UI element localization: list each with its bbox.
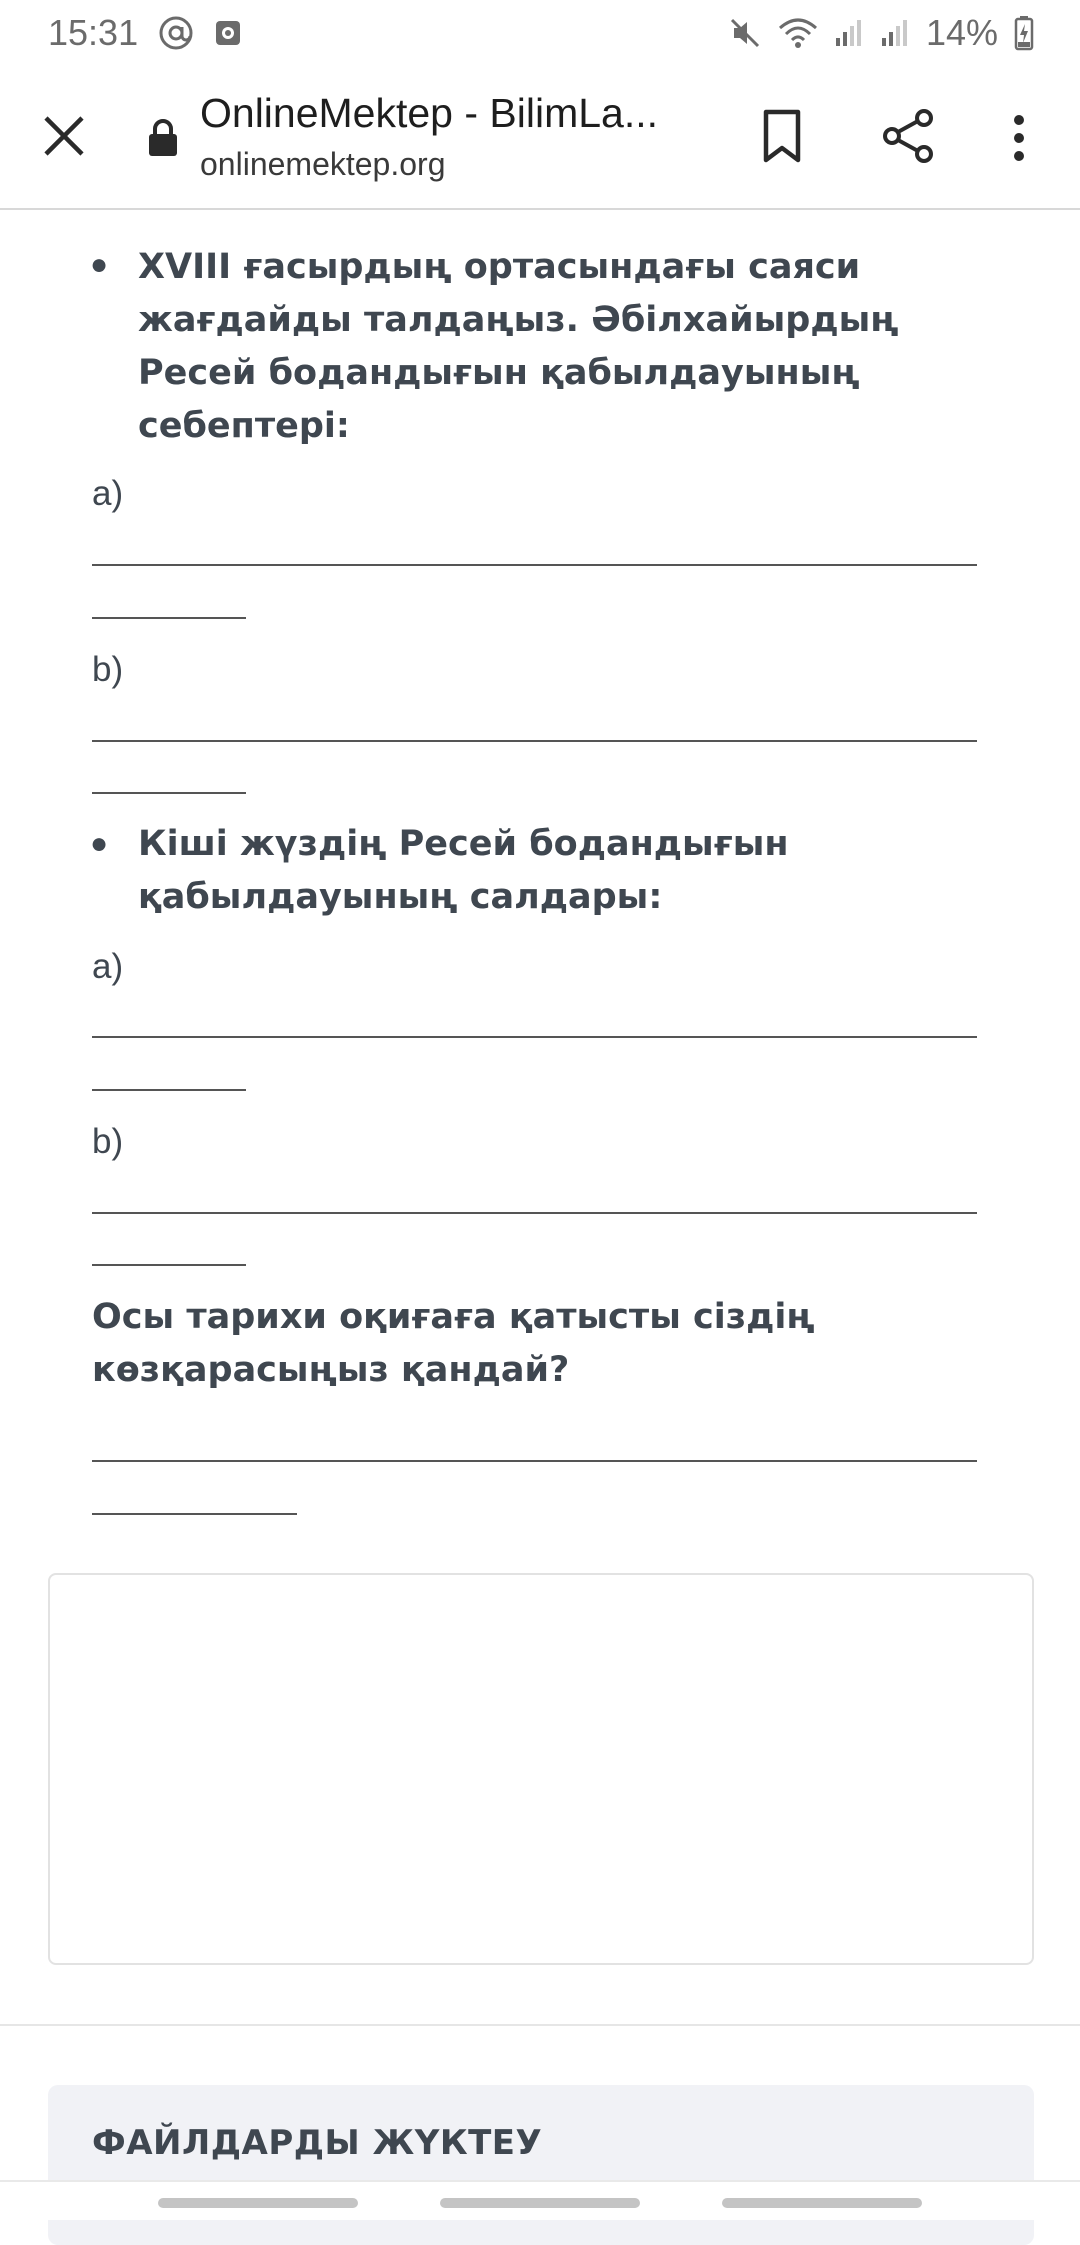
nav-segment	[158, 2198, 358, 2208]
share-icon[interactable]	[880, 106, 936, 166]
wifi-icon	[778, 16, 818, 50]
nav-segment	[722, 2198, 922, 2208]
answer-line	[92, 1089, 246, 1091]
bullet-icon: ●	[90, 827, 109, 860]
option-label: b)	[92, 650, 124, 689]
page-title[interactable]: OnlineMektep - BilimLa...	[200, 90, 659, 136]
browser-toolbar	[0, 66, 1080, 210]
question-text: Кіші жүздің Ресей бодандығын қабылдауының салдары:	[138, 824, 789, 917]
file-upload-panel[interactable]	[48, 2085, 1034, 2245]
option-label: a)	[92, 474, 124, 513]
battery-charging-icon	[1014, 15, 1034, 51]
notification-icon	[214, 19, 242, 47]
final-question-text: Осы тарихи оқиғаға қатысты сіздің көзқарасыңыз қандай?	[92, 1297, 815, 1390]
nav-segment	[440, 2198, 640, 2208]
answer-line	[92, 740, 977, 742]
page-url[interactable]: onlinemektep.org	[200, 146, 446, 182]
section-divider	[0, 2024, 1080, 2026]
answer-line	[92, 617, 246, 619]
close-icon[interactable]	[38, 110, 90, 162]
answer-line	[92, 792, 246, 794]
upload-title: ФАЙЛДАРДЫ ЖҮКТЕУ	[92, 2123, 543, 2163]
status-bar	[0, 0, 1080, 66]
bookmark-icon[interactable]	[760, 106, 804, 166]
answer-line	[92, 1264, 246, 1266]
signal-icon	[880, 18, 910, 48]
bullet-icon: ●	[90, 248, 109, 281]
mute-icon	[728, 16, 762, 50]
answer-line	[92, 1513, 297, 1515]
battery-percent: 14%	[925, 12, 998, 53]
lock-icon	[146, 118, 180, 158]
signal-icon	[834, 18, 864, 48]
more-vert-icon[interactable]	[1004, 108, 1034, 168]
at-icon	[158, 15, 194, 51]
answer-textarea[interactable]	[48, 1573, 1034, 1965]
question-text: XVIII ғасырдың ортасындағы саяси жағдайды талдаңыз. Әбілхайырдың Ресей бодандығын қабылдауының себептері:	[138, 247, 899, 446]
bottom-nav-indicator	[0, 2180, 1080, 2220]
answer-line	[92, 1212, 977, 1214]
status-time: 15:31	[48, 12, 139, 53]
answer-line	[92, 1036, 977, 1038]
answer-line	[92, 1460, 977, 1462]
option-label: b)	[92, 1122, 124, 1161]
option-label: a)	[92, 947, 124, 986]
answer-line	[92, 564, 977, 566]
